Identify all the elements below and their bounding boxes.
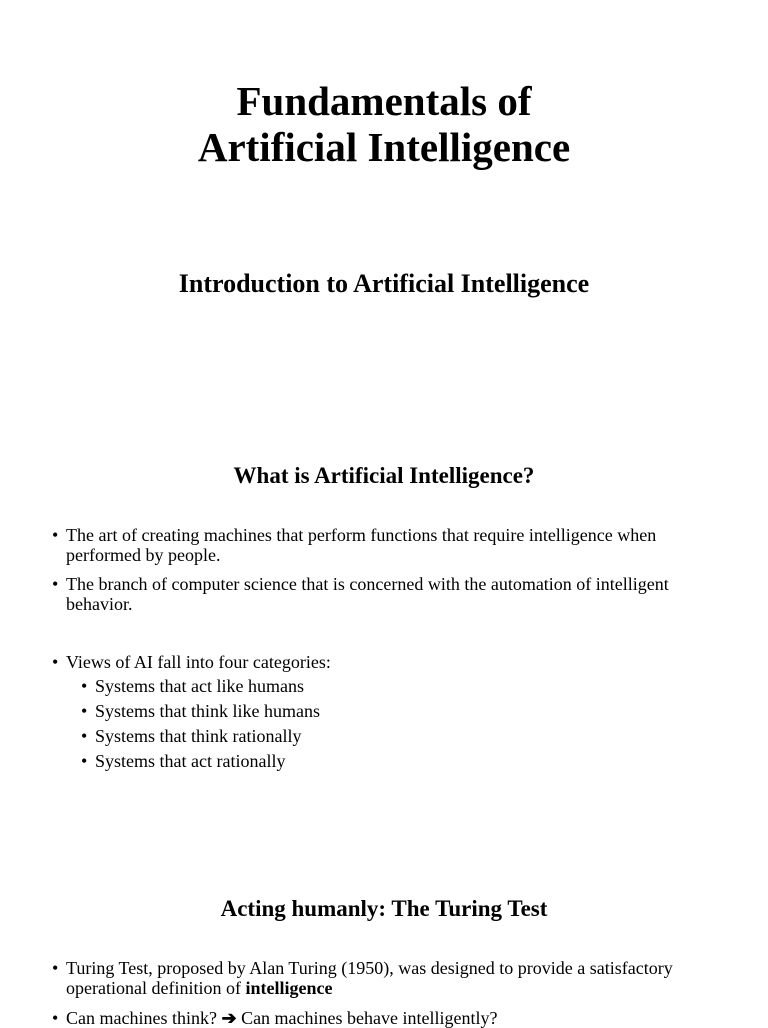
bold-term: intelligence [245,978,333,998]
title-line-2: Artificial Intelligence [197,124,571,170]
bullet-item [52,958,732,998]
sub-bullet-list [66,676,732,771]
section-heading-what-is-ai: What is Artificial Intelligence? [233,463,535,488]
bullet-list-turing-2 [52,1008,732,1028]
bullet-item [52,1008,732,1028]
bullet-item: • The art of creating machines that perform functions that require intelligence when performed by people. [52,525,732,565]
bullet-item-text: Can machines behave intelligently? [236,1008,498,1028]
bullet-item: • The branch of computer science that is concerned with the automation of intelligent behavior. [52,574,732,614]
bullet-item-text: Views of AI fall into four categories: [66,652,331,672]
bullet-list-definition-1 [52,525,732,565]
right-arrow-icon: ➔ [221,1008,237,1028]
section-heading-turing-test: Acting humanly: The Turing Test [220,896,548,921]
sub-bullet-item: • Systems that think rationally [81,726,732,746]
bullet-list-views [52,652,732,776]
sub-bullet-item: • Systems that think like humans [81,701,732,721]
sub-bullet-item: • Systems that act like humans [81,676,732,696]
bullet-item [52,652,732,771]
bullet-item-text: Can machines think? [66,1008,222,1028]
bullet-list-turing-1 [52,958,732,998]
title-line-1: Fundamentals of [236,78,532,124]
bullet-item-text: Turing Test, proposed by Alan Turing (1950), was designed to provide a satisfactory operational definition of [66,958,673,998]
bullet-list-definition-2 [52,574,732,614]
document-subtitle: Introduction to Artificial Intelligence [178,269,590,298]
sub-bullet-item: • Systems that act rationally [81,751,732,771]
document-title [0,78,768,170]
